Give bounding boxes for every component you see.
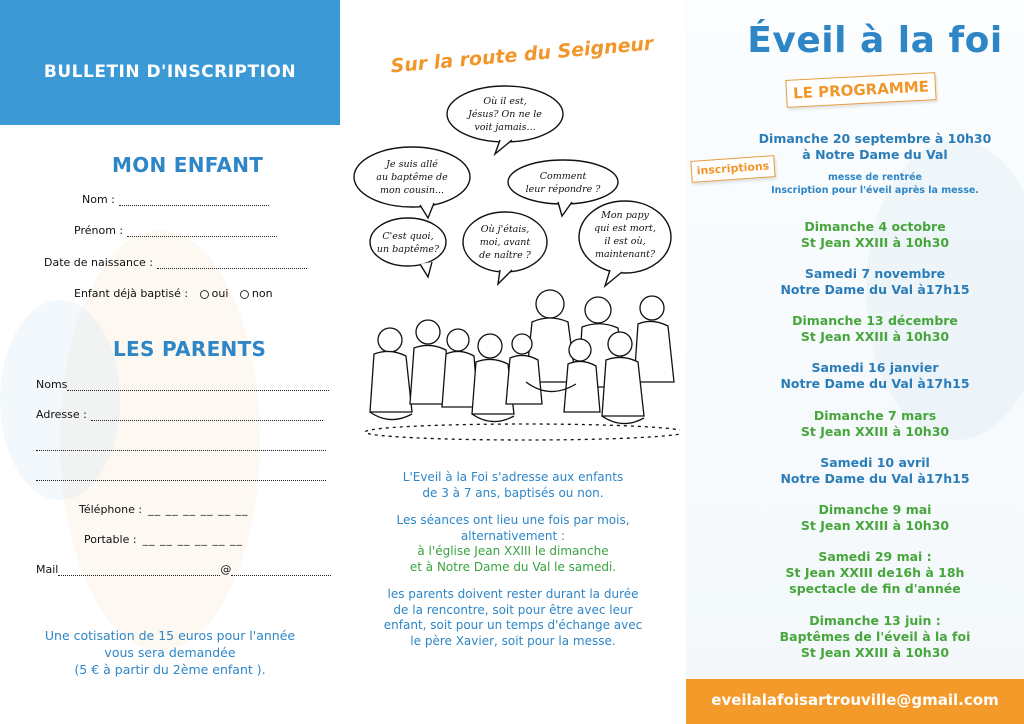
fee-notice bbox=[10, 627, 330, 678]
dotted-line bbox=[119, 196, 269, 206]
baptized-label: Enfant déjà baptisé : bbox=[74, 287, 189, 300]
event-line: Notre Dame du Val à17h15 bbox=[780, 471, 970, 486]
event-line: à Notre Dame du Val bbox=[802, 147, 948, 162]
event-note: messe de rentrée bbox=[828, 172, 922, 183]
bubble-text: il est où, bbox=[604, 236, 646, 247]
inscriptions-badge-label: inscriptions bbox=[696, 159, 770, 178]
birthdate-field[interactable] bbox=[44, 256, 307, 269]
event-line: Dimanche 7 mars bbox=[813, 408, 937, 423]
seated-children-drawing bbox=[365, 290, 680, 440]
schedule-line: Les séances ont lieu une fois par mois, bbox=[396, 513, 630, 527]
address-line-3[interactable] bbox=[36, 468, 326, 481]
event-line: St Jean XXIII à 10h30 bbox=[800, 518, 950, 533]
speech-bubble bbox=[370, 218, 446, 266]
event-line: Samedi 7 novembre bbox=[804, 266, 946, 281]
address-field[interactable] bbox=[36, 408, 323, 421]
bubble-text: qui est mort, bbox=[594, 223, 656, 234]
schedule-line: à l'église Jean XXIII le dimanche bbox=[417, 544, 609, 558]
event-line: Notre Dame du Val à17h15 bbox=[780, 282, 970, 297]
bubble-text: Comment bbox=[539, 171, 587, 182]
mobile-dashes: __ __ __ __ __ __ bbox=[142, 533, 244, 546]
parents-line: enfant, soit pour un temps d'échange avec bbox=[383, 618, 643, 632]
bubble-text: Mon papy bbox=[601, 210, 649, 221]
address-label: Adresse : bbox=[36, 408, 87, 421]
speech-bubble-tail bbox=[420, 203, 434, 218]
parents-names-field[interactable] bbox=[36, 378, 329, 391]
email-label: Mail bbox=[36, 563, 59, 576]
event-item bbox=[726, 502, 1024, 534]
schedule-line: et à Notre Dame du Val le samedi. bbox=[409, 559, 617, 574]
event-line: Samedi 10 avril bbox=[820, 455, 930, 470]
bubble-text: C'est quoi, bbox=[382, 231, 434, 242]
child-section-title: MON ENFANT bbox=[112, 153, 264, 177]
bubble-text: Où il est, bbox=[483, 96, 527, 107]
dotted-line bbox=[67, 381, 329, 391]
phone-label: Téléphone : bbox=[79, 503, 143, 516]
mobile-label: Portable : bbox=[84, 533, 137, 546]
event-line: St Jean XXIII à 10h30 bbox=[800, 235, 950, 250]
bubble-text: maintenant? bbox=[594, 249, 656, 260]
speech-bubble-tail bbox=[558, 202, 572, 216]
email-field[interactable] bbox=[36, 563, 331, 576]
event-line: Dimanche 9 mai bbox=[818, 502, 932, 517]
radio-oui[interactable] bbox=[200, 290, 209, 299]
parents-line: de la rencontre, soit pour être avec leur bbox=[393, 602, 633, 617]
illustration-panel bbox=[340, 0, 686, 724]
dotted-line bbox=[127, 227, 277, 237]
bubble-text: mon cousin... bbox=[379, 185, 445, 196]
contact-email-link[interactable]: eveilalafoisartrouville@gmail.com bbox=[711, 691, 999, 709]
bubble-text: de naître ? bbox=[479, 250, 531, 261]
address-line-2[interactable] bbox=[36, 438, 326, 451]
speech-bubble bbox=[508, 160, 618, 204]
dotted-line bbox=[91, 411, 323, 421]
birthdate-label: Date de naissance : bbox=[44, 256, 153, 269]
event-line: St Jean XXIII à 10h30 bbox=[800, 424, 950, 439]
child-firstname-label: Prénom : bbox=[74, 224, 124, 237]
bubble-text: leur répondre ? bbox=[525, 184, 601, 195]
child-name-field[interactable] bbox=[82, 193, 269, 206]
radio-non-label: non bbox=[251, 287, 273, 300]
event-line: Notre Dame du Val à17h15 bbox=[780, 376, 970, 391]
bubble-text: Jésus? On ne le bbox=[468, 109, 542, 120]
baptized-field bbox=[74, 287, 273, 300]
event-item bbox=[726, 455, 1024, 487]
event-line: Dimanche 13 juin : bbox=[809, 613, 941, 628]
description-text bbox=[348, 470, 678, 661]
event-item bbox=[726, 549, 1024, 597]
bubble-text: voit jamais... bbox=[474, 122, 536, 133]
registration-panel bbox=[0, 0, 340, 724]
event-item bbox=[726, 360, 1024, 392]
event-line: Baptêmes de l'éveil à la foi bbox=[779, 629, 971, 644]
parents-names-label: Noms bbox=[36, 378, 68, 391]
event-line: Dimanche 13 décembre bbox=[792, 313, 958, 328]
dotted-line bbox=[231, 566, 331, 576]
radio-oui-label: oui bbox=[211, 287, 229, 300]
fee-line: Une cotisation de 15 euros pour l'année bbox=[44, 628, 296, 643]
mobile-field[interactable] bbox=[84, 533, 243, 546]
bubble-text: au baptême de bbox=[376, 172, 448, 183]
event-line: Dimanche 20 septembre à 10h30 bbox=[758, 131, 992, 146]
speech-bubble-tail bbox=[498, 270, 512, 284]
dotted-line bbox=[157, 259, 307, 269]
event-line: St Jean XXIII à 10h30 bbox=[800, 329, 950, 344]
parents-paragraph bbox=[348, 587, 678, 649]
description-line: de 3 à 7 ans, baptisés ou non. bbox=[422, 485, 604, 500]
phone-field[interactable] bbox=[79, 503, 249, 516]
event-line: St Jean XXIII à 10h30 bbox=[800, 645, 950, 660]
event-item bbox=[726, 408, 1024, 440]
schedule-line: alternativement : bbox=[460, 528, 566, 543]
bubble-text: Où j'étais, bbox=[480, 224, 530, 235]
bubble-text: Je suis allé bbox=[386, 159, 438, 170]
speech-bubble-tail bbox=[605, 270, 622, 286]
description-line: L'Eveil à la Foi s'adresse aux enfants bbox=[402, 470, 624, 484]
dotted-line bbox=[36, 471, 326, 481]
children-illustration bbox=[350, 82, 680, 442]
event-item bbox=[726, 219, 1024, 251]
description-paragraph bbox=[348, 470, 678, 501]
parents-line: les parents doivent rester durant la durée bbox=[387, 587, 639, 601]
at-sign: @ bbox=[220, 563, 232, 576]
programme-main-title: Éveil à la foi bbox=[747, 20, 1003, 61]
event-line: Samedi 29 mai : bbox=[818, 549, 932, 564]
event-item bbox=[726, 313, 1024, 345]
programme-badge-label: LE PROGRAMME bbox=[792, 77, 930, 103]
fee-line: vous sera demandée bbox=[104, 645, 236, 660]
dotted-line bbox=[58, 566, 220, 576]
child-firstname-field[interactable] bbox=[74, 224, 277, 237]
phone-dashes: __ __ __ __ __ __ bbox=[148, 503, 249, 516]
bubble-text: moi, avant bbox=[479, 237, 531, 248]
schedule-paragraph bbox=[348, 513, 678, 575]
registration-header bbox=[0, 0, 340, 125]
email-banner bbox=[686, 679, 1024, 724]
programme-panel bbox=[686, 0, 1024, 724]
event-line: St Jean XXIII de16h à 18h bbox=[785, 565, 965, 580]
event-note: Inscription pour l'éveil après la messe. bbox=[771, 185, 979, 196]
registration-title: BULLETIN D'INSCRIPTION bbox=[43, 62, 297, 82]
event-line: spectacle de fin d'année bbox=[789, 581, 961, 596]
event-item bbox=[726, 266, 1024, 298]
route-title: Sur la route du Seigneur bbox=[389, 32, 655, 78]
event-line: Samedi 16 janvier bbox=[811, 360, 939, 375]
radio-non[interactable] bbox=[240, 290, 249, 299]
speech-bubble-tail bbox=[420, 262, 432, 277]
event-line: Dimanche 4 octobre bbox=[804, 219, 946, 234]
event-item bbox=[726, 131, 1024, 197]
programme-badge bbox=[785, 72, 936, 108]
fee-line: (5 € à partir du 2ème enfant ). bbox=[74, 662, 266, 677]
parents-line: le père Xavier, soit pour la messe. bbox=[410, 633, 616, 648]
dotted-line bbox=[36, 441, 326, 451]
parents-section-title: LES PARENTS bbox=[113, 337, 267, 361]
child-name-label: Nom : bbox=[82, 193, 115, 206]
bubble-text: un baptême? bbox=[376, 244, 440, 255]
event-item bbox=[726, 613, 1024, 661]
